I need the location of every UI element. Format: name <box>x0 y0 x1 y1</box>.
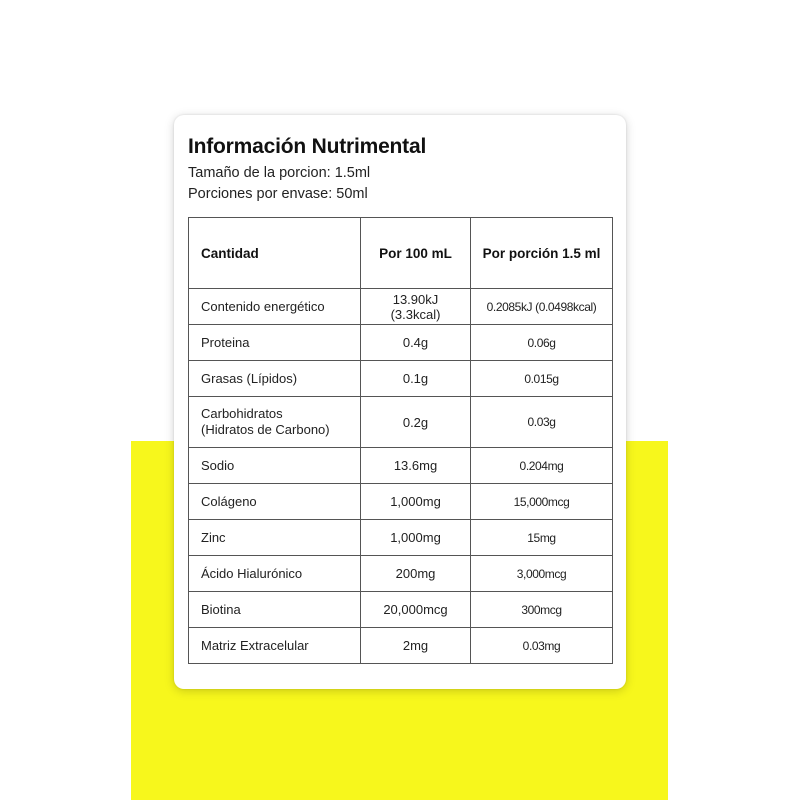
nutrient-name: Biotina <box>189 592 361 628</box>
nutrient-name: Colágeno <box>189 484 361 520</box>
value-per-100ml: 200mg <box>361 556 471 592</box>
value-per-serving: 15mg <box>471 520 613 556</box>
table-row <box>189 592 613 628</box>
table-row <box>189 484 613 520</box>
table-row <box>189 448 613 484</box>
value-per-100ml: 20,000mcg <box>361 592 471 628</box>
nutrient-name-line1: Carbohidratos <box>201 406 283 421</box>
nutrient-name: Zinc <box>189 520 361 556</box>
nutrient-name: Sodio <box>189 448 361 484</box>
nutrient-name: Proteina <box>189 325 361 361</box>
table-row <box>189 520 613 556</box>
header-per-serving: Por porción 1.5 ml <box>471 218 613 289</box>
value-per-serving: 0.015g <box>471 361 613 397</box>
value-per-100ml: 13.90kJ (3.3kcal) <box>361 289 471 325</box>
table-row <box>189 628 613 664</box>
value-per-serving: 0.03g <box>471 397 613 448</box>
value-per-serving: 3,000mcg <box>471 556 613 592</box>
value-per-serving: 0.06g <box>471 325 613 361</box>
value-per-serving: 15,000mcg <box>471 484 613 520</box>
servings-per-container: Porciones por envase: 50ml <box>188 186 368 202</box>
value-per-serving: 0.2085kJ (0.0498kcal) <box>471 289 613 325</box>
value-per-100ml: 1,000mg <box>361 520 471 556</box>
header-per-100ml: Por 100 mL <box>361 218 471 289</box>
value-per-100ml: 2mg <box>361 628 471 664</box>
nutrition-table <box>188 217 613 664</box>
nutrient-name: Grasas (Lípidos) <box>189 361 361 397</box>
value-per-serving: 300mcg <box>471 592 613 628</box>
table-row <box>189 289 613 325</box>
panel-title: Información Nutrimental <box>188 135 427 158</box>
nutrient-name-line2: (Hidratos de Carbono) <box>201 422 330 437</box>
value-per-100ml: 0.2g <box>361 397 471 448</box>
nutrient-name <box>189 397 361 448</box>
table-row <box>189 397 613 448</box>
table-row <box>189 361 613 397</box>
value-per-serving: 0.204mg <box>471 448 613 484</box>
value-per-100ml: 1,000mg <box>361 484 471 520</box>
nutrient-name: Matriz Extracelular <box>189 628 361 664</box>
nutrient-name: Ácido Hialurónico <box>189 556 361 592</box>
table-row <box>189 556 613 592</box>
nutrient-name: Contenido energético <box>189 289 361 325</box>
nutrition-facts-card <box>174 115 626 689</box>
value-per-100ml: 0.1g <box>361 361 471 397</box>
value-per-100ml: 13.6mg <box>361 448 471 484</box>
table-row <box>189 325 613 361</box>
value-per-serving: 0.03mg <box>471 628 613 664</box>
table-header-row <box>189 218 613 289</box>
header-cantidad: Cantidad <box>189 218 361 289</box>
serving-size: Tamaño de la porcion: 1.5ml <box>188 165 371 181</box>
value-per-100ml: 0.4g <box>361 325 471 361</box>
